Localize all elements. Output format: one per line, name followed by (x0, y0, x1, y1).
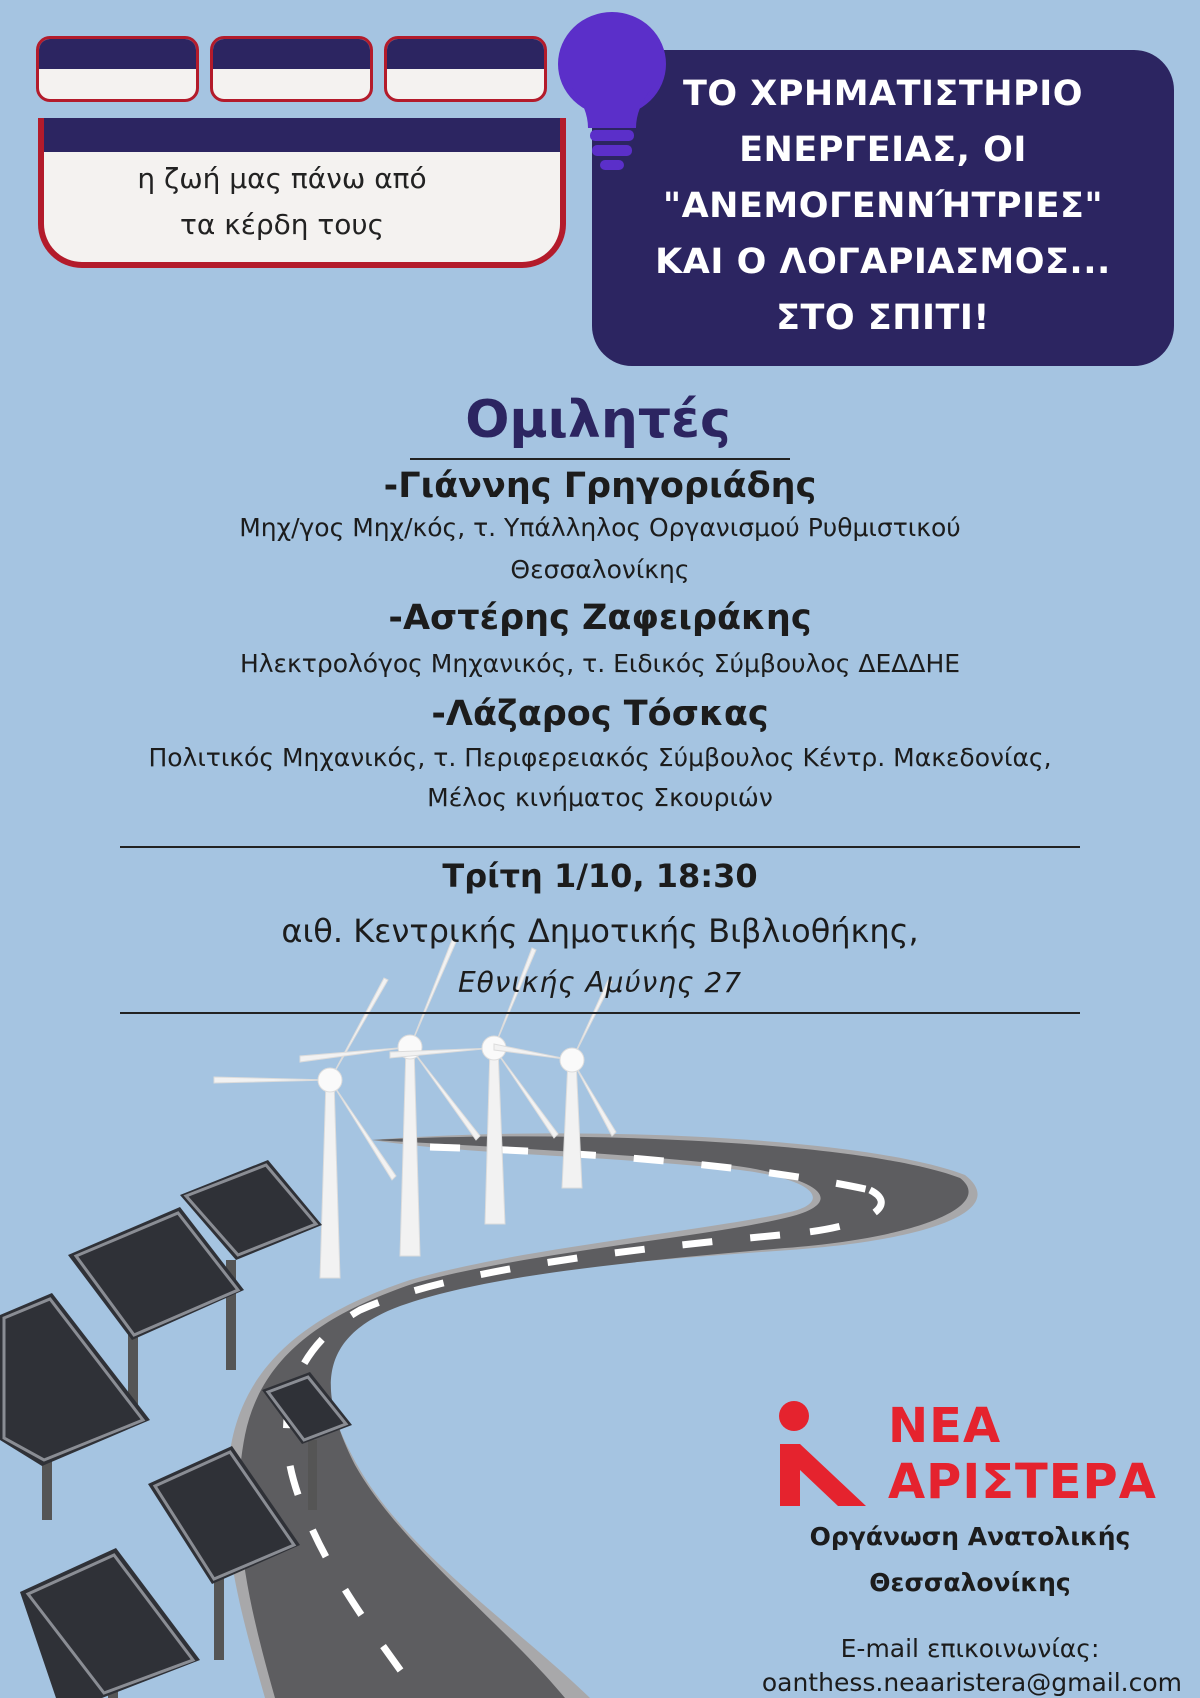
headline-line: ΣΤΟ ΣΠΙΤΙ! (776, 298, 990, 338)
slogan-line: τα κέρδη τους (179, 208, 385, 241)
header-tab (36, 36, 199, 102)
headline-line: ΕΝΕΡΓΕΙΑΣ, ΟΙ (739, 130, 1027, 170)
logo-line: ΑΡΙΣΤΕΡΑ (888, 1454, 1157, 1510)
logo-line: ΝΕΑ (888, 1398, 1002, 1454)
slogan-card (38, 118, 566, 268)
slogan-line: η ζωή μας πάνω από (137, 162, 427, 195)
speaker-role: Θεσσαλονίκης (510, 555, 690, 584)
contact-label: E-mail επικοινωνίας: (840, 1634, 1100, 1663)
speaker-role: Μέλος κινήματος Σκουριών (427, 783, 773, 812)
event-venue: αιθ. Κεντρικής Δημοτικής Βιβλιοθήκης, (281, 912, 919, 950)
speaker-name: -Αστέρης Ζαφειράκης (388, 598, 812, 638)
speaker-name: -Γιάννης Γρηγοριάδης (383, 466, 817, 506)
speaker-role: Πολιτικός Μηχανικός, τ. Περιφερειακός Σύμβουλος Κέντρ. Μακεδονίας, (148, 743, 1052, 772)
divider (120, 846, 1080, 848)
event-address: Εθνικής Αμύνης 27 (457, 966, 743, 999)
speaker-role: Ηλεκτρολόγος Μηχανικός, τ. Ειδικός Σύμβουλος ΔΕΔΔΗΕ (239, 649, 961, 678)
headline-line: "ΑΝΕΜΟΓΕΝΝΉΤΡΙΕΣ" (662, 186, 1104, 226)
organization-name: Θεσσαλονίκης (869, 1568, 1071, 1597)
speaker-role: Μηχ/γος Μηχ/κός, τ. Υπάλληλος Οργανισμού Ρυθμιστικού (239, 513, 961, 542)
speaker-name: -Λάζαρος Τόσκας (431, 694, 769, 734)
event-date-time: Τρίτη 1/10, 18:30 (442, 857, 758, 895)
nea-aristera-logo-icon (774, 1400, 870, 1508)
contact-email-link[interactable]: oanthess.neaaristera@gmail.com (761, 1668, 1182, 1697)
heading-underline (410, 458, 790, 460)
header-tab (384, 36, 547, 102)
header-tab (210, 36, 373, 102)
logo-wordmark (888, 1398, 1157, 1510)
speakers-heading: Ομιλητές (465, 390, 731, 450)
organization-name: Οργάνωση Ανατολικής (809, 1522, 1131, 1551)
divider (120, 1012, 1080, 1014)
headline-line: ΤΟ ΧΡΗΜΑΤΙΣΤΗΡΙΟ (682, 74, 1084, 114)
lightbulb-icon (552, 8, 672, 178)
headline-line: ΚΑΙ Ο ΛΟΓΑΡΙΑΣΜΟΣ... (655, 242, 1111, 282)
solar-panel (20, 1548, 200, 1698)
headline-box (592, 50, 1174, 366)
